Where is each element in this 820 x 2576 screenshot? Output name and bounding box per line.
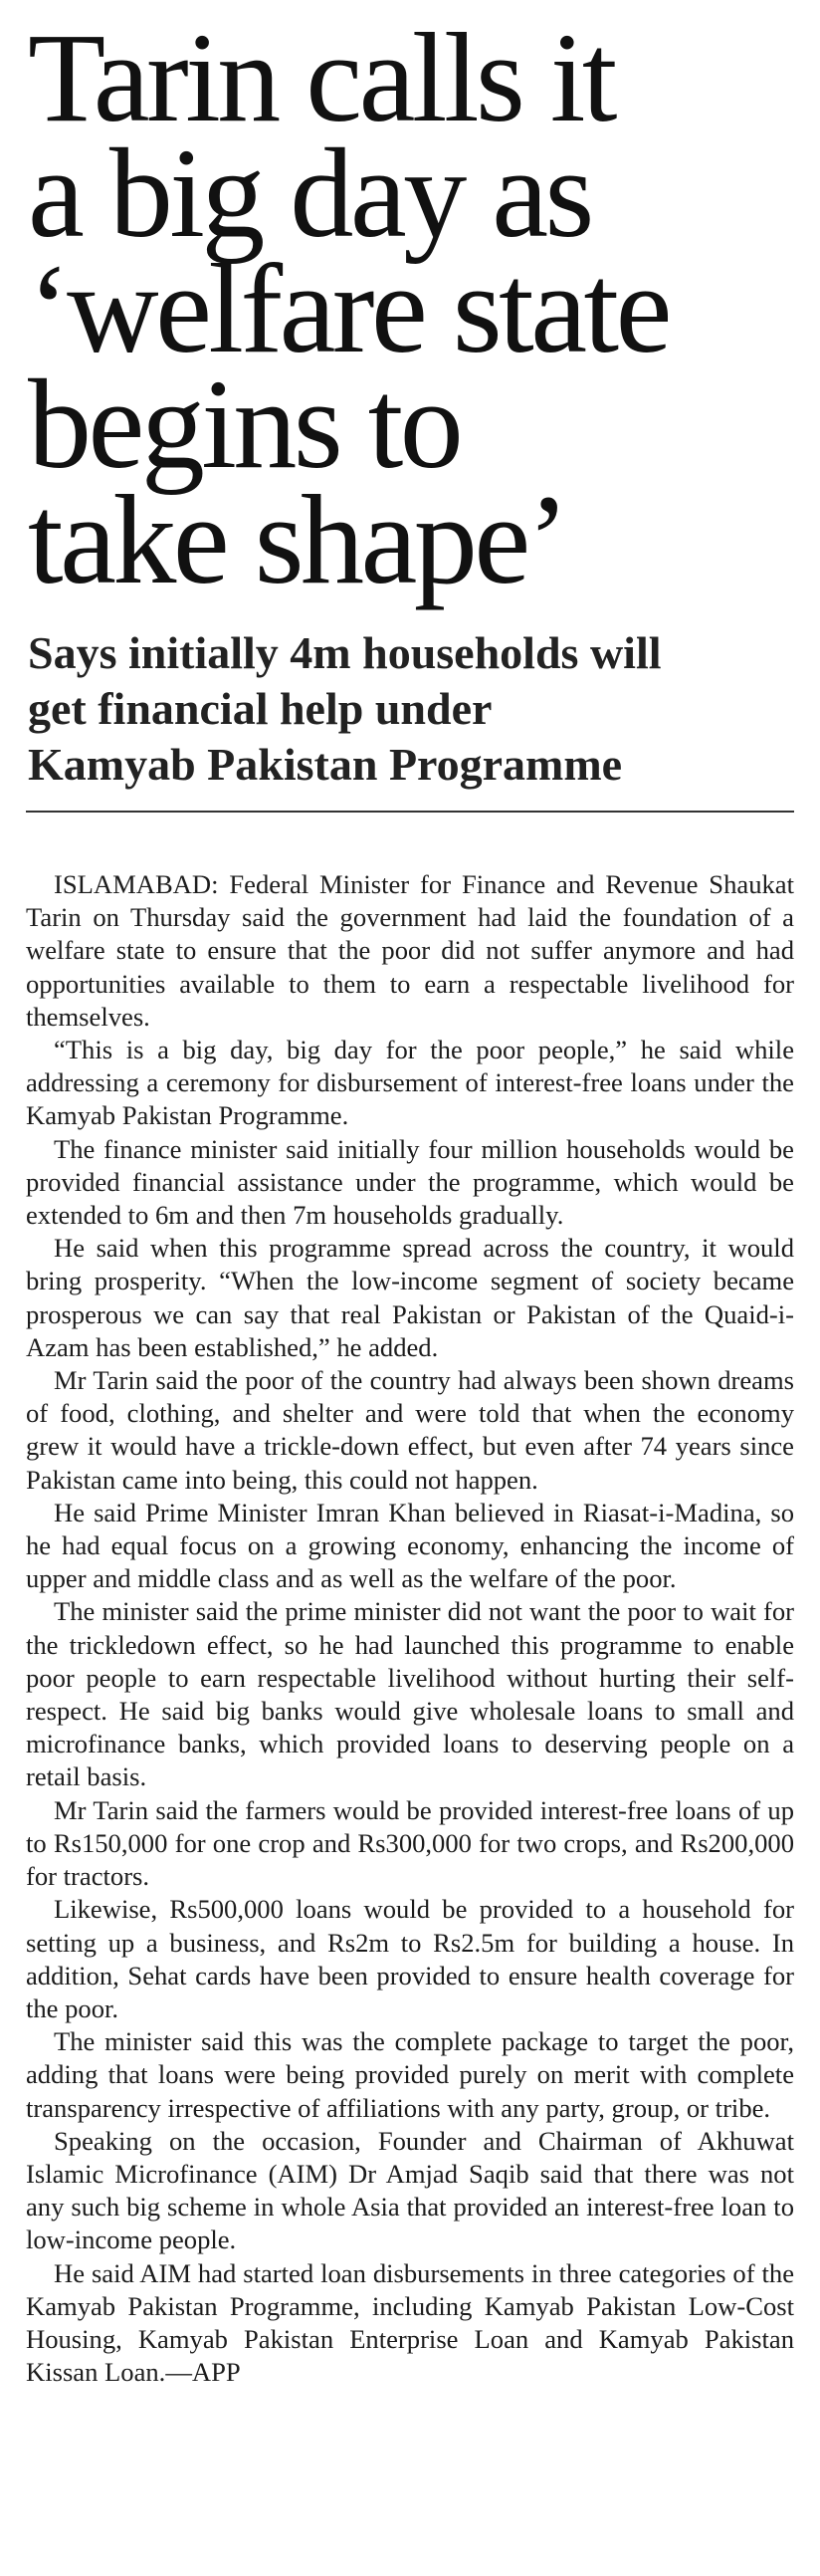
- article-body: [26, 868, 794, 2389]
- paragraph: “This is a big day, big day for the poor people,” he said while addressing a ceremony for disbursement of interest-free loans under the Kamyab Pakistan Programme.: [26, 1035, 794, 1131]
- paragraph: ISLAMABAD: Federal Minister for Finance and Revenue Shaukat Tarin on Thursday said the government had laid the foundation of a welfare state to ensure that the poor did not suffer anymore and had opportunities available to them to earn a respectable livelihood for themselves.: [26, 869, 794, 1032]
- divider: [26, 811, 794, 813]
- paragraph: Mr Tarin said the poor of the country had always been shown dreams of food, clothing, and shelter and were told that when the economy grew it would have a trickle-down effect, but even after 74 years since Pakistan came into being, this could not happen.: [26, 1365, 794, 1495]
- paragraph: The minister said this was the complete package to target the poor, adding that loans were being provided purely on merit with complete transparency irrespective of affiliations with any party, group, or tribe.: [26, 2026, 794, 2123]
- paragraph: He said Prime Minister Imran Khan believed in Riasat-i-Madina, so he had equal focus on a growing economy, enhancing the income of upper and middle class and as well as the welfare of the poor.: [26, 1497, 794, 1594]
- paragraph: The minister said the prime minister did not want the poor to wait for the trickledown effect, so he had launched this programme to enable poor people to earn respectable livelihood without hurting their self-respect. He said big banks would give wholesale loans to small and microfinance banks, which provided loans to deserving people on a retail basis.: [26, 1596, 794, 1792]
- paragraph: He said when this programme spread across the country, it would bring prosperity. “When the low-income segment of society became prosperous we can say that real Pakistan or Pakistan of the Quaid-i-Azam has been established,” he added.: [26, 1233, 794, 1362]
- paragraph: Speaking on the occasion, Founder and Chairman of Akhuwat Islamic Microfinance (AIM) Dr Amjad Saqib said that there was not any such big scheme in whole Asia that provided an interest-free loan to low-income people.: [26, 2125, 794, 2255]
- subheadline: Says initially 4m households will get financial help under Kamyab Pakistan Programme: [28, 627, 662, 790]
- paragraph: The finance minister said initially four million households would be provided financial assistance under the programme, which would be extended to 6m and then 7m households gradually.: [26, 1133, 794, 1231]
- paragraph: Likewise, Rs500,000 loans would be provided to a household for setting up a business, and Rs2m to Rs2.5m for building a house. In addition, Sehat cards have been provided to ensure health coverage for the poor.: [26, 1894, 794, 2023]
- paragraph: He said AIM had started loan disbursements in three categories of the Kamyab Pakistan Programme, including Kamyab Pakistan Low-Cost Housing, Kamyab Pakistan Enterprise Loan and Kamyab Pakistan Kissan Loan.—APP: [26, 2257, 794, 2388]
- headline: Tarin calls it a big day as ‘welfare state begins to take shape’: [28, 7, 669, 610]
- paragraph: Mr Tarin said the farmers would be provided interest-free loans of up to Rs150,000 for one crop and Rs300,000 for two crops, and Rs200,000 for tractors.: [26, 1794, 794, 1892]
